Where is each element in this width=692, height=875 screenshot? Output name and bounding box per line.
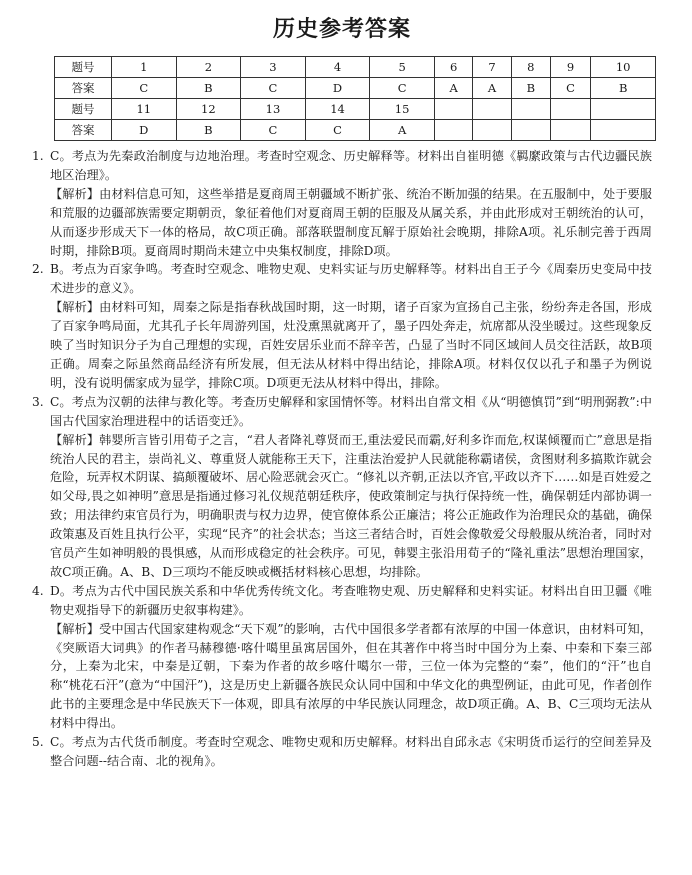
item-answer-summary: B。考点为百家争鸣。考查时空观念、唯物史观、史料实证与历史解释等。材料出自王子今《周秦历史变局中技术进步的意义》。 [50,262,652,296]
table-cell: 13 [241,99,306,120]
table-cell: B [591,78,656,99]
table-cell [511,99,550,120]
table-cell [511,120,550,141]
table-cell: 15 [370,99,435,120]
table-cell [473,120,511,141]
item-number: 5. [32,735,44,750]
answer-table [54,56,656,141]
table-row [55,99,656,120]
explanation-item [32,393,652,582]
explanation-item [32,147,652,260]
table-cell [550,99,591,120]
table-cell: 9 [550,57,591,78]
item-number: 4. [32,583,44,598]
explanation-list [32,147,652,771]
item-analysis: 【解析】由材料可知，周秦之际是指春秋战国时期，这一时期，诸子百家为宣扬自己主张，纷纷奔走各国，形成了百家争鸣局面，尤其孔子长年周游列国，灶没熏黑就离开了，墨子四处奔走，炕席都从没坐暖过。这些现象反映了当时知识分子为自己理想的实现，百姓安居乐业而不辞辛苦，凸显了当时不同区域间人员交往活跃，故B项正确。周秦之际虽然商品经济有所发展，但无法从材料中得出结论，排除A项。材料仅仅以孔子和墨子为例说明，没有说明儒家成为显学，排除C项。D项更无法从材料中得出，排除。 [50,300,652,390]
item-analysis: 【解析】由材料信息可知，这些举措是夏商周王朝疆域不断扩张、统治不断加强的结果。在五服制中，处于要服和荒服的边疆部族需要定期朝贡，象征着他们对夏商周王朝的臣服及从属关系，并由此形成对王朝统治的认可，从而逐步形成天下一体的格局，故C项正确。部落联盟制度瓦解于原始社会晚期，排除A项。礼乐制完善于西周时期，排除B项。夏商周时期尚未建立中央集权制度，排除D项。 [50,186,652,258]
row-header-cell: 答案 [55,78,112,99]
table-cell: D [112,120,177,141]
table-cell: 7 [473,57,511,78]
table-cell: 14 [305,99,370,120]
table-cell: A [434,78,472,99]
table-cell: C [305,120,370,141]
table-row [55,120,656,141]
explanation-item [32,582,652,733]
table-cell: 2 [176,57,241,78]
table-cell: C [241,120,306,141]
table-cell: 8 [511,57,550,78]
table-cell: C [370,78,435,99]
item-answer-summary: C。考点为先秦政治制度与边地治理。考查时空观念、历史解释等。材料出自崔明德《羁縻政策与古代边疆民族地区治理》。 [50,149,652,182]
table-cell [434,99,472,120]
table-cell: D [305,78,370,99]
page-title: 历史参考答案 [272,17,411,42]
table-cell: B [176,78,241,99]
table-cell: C [550,78,591,99]
table-cell [434,120,472,141]
explanation-item [32,260,652,392]
table-cell [550,120,591,141]
row-header-cell: 题号 [55,99,112,120]
row-header-cell: 题号 [55,57,112,78]
answer-table-body [55,57,656,141]
item-number: 3. [32,394,44,409]
table-row [55,57,656,78]
table-cell: C [241,78,306,99]
table-cell: 5 [370,57,435,78]
table-cell: B [511,78,550,99]
table-cell: A [370,120,435,141]
table-cell [473,99,511,120]
item-analysis: 【解析】韩婴所言皆引用荀子之言，“君人者降礼尊贤而王,重法爱民而霸,好利多诈而危,权谋倾覆而亡”意思是指统治人民的君主，崇尚礼义、尊重贤人就能称王天下，注重法治爱护人民就能称霸诸侯，贪图财利多搞欺诈就会危险，玩弄权术阴谋、搞颠覆破坏、居心险恶就会灭亡。“修礼以齐朝,正法以齐官,平政以齐下……如是百姓爱之如父母,畏之如神明”意思是指通过修习礼仪规范朝廷秩序，使政策制定与执行保持统一性，确保朝廷内部协调一致；用法律约束官员行为，明确职责与权力边界，使官僚体系公正廉洁；将公正施政作为治理民众的基础，确保政策惠及百姓且执行公平，实现“民齐”的社会状态；当这三者结合时，百姓会像敬爱父母般服从统治者，同时对官员产生如神明般的畏惧感，从而形成稳定的社会秩序。可见，韩婴主张沿用荀子的“隆礼重法”思想治理国家，故C项正确。A、B、D三项均不能反映或概括材料核心思想，均排除。 [50,432,652,579]
table-cell [591,120,656,141]
item-number: 1. [32,149,44,163]
table-cell: 12 [176,99,241,120]
item-answer-summary: C。考点为古代货币制度。考查时空观念、唯物史观和历史解释。材料出自邱永志《宋明货币运行的空间差异及整合问题--结合南、北的视角》。 [50,735,652,768]
table-cell: 3 [241,57,306,78]
table-cell: 1 [112,57,177,78]
item-answer-summary: C。考点为汉朝的法律与教化等。考查历史解释和家国情怀等。材料出自常文相《从“明德慎罚”到“明刑弼教”:中国古代国家治理进程中的话语变迁》。 [50,394,652,428]
table-cell: A [473,78,511,99]
item-answer-summary: D。考点为古代中国民族关系和中华优秀传统文化。考查唯物史观、历史解释和史料实证。材料出自田卫疆《唯物史观指导下的新疆历史叙事构建》。 [50,583,652,617]
table-cell: 6 [434,57,472,78]
table-cell: 10 [591,57,656,78]
table-cell: B [176,120,241,141]
table-cell [591,99,656,120]
item-number: 2. [32,262,44,277]
table-cell: 11 [112,99,177,120]
item-analysis: 【解析】受中国古代国家建构观念“天下观”的影响，古代中国很多学者都有浓厚的中国一体意识，由材料可知，《突厥语大词典》的作者马赫穆德·喀什噶里虽寓居国外，但在其著作中将当时中国分为上秦、中秦和下秦三部分，上秦为北宋，中秦是辽朝，下秦为作者的故乡喀什噶尔一带，三位一体为完整的“秦”，他们的“汗”也自称“桃花石汗”(意为“中国汗”)，这是历史上新疆各族民众认同中国和中华文化的典型例证，由此可见，作者创作此书的主要理念是中华民族天下一体观，即具有浓厚的中华民族认同理念，故D项正确。A、B、C三项均无法从材料中得出。 [50,621,652,731]
row-header-cell: 答案 [55,120,112,141]
explanation-item [32,733,652,771]
table-cell: C [112,78,177,99]
table-row [55,78,656,99]
table-cell: 4 [305,57,370,78]
